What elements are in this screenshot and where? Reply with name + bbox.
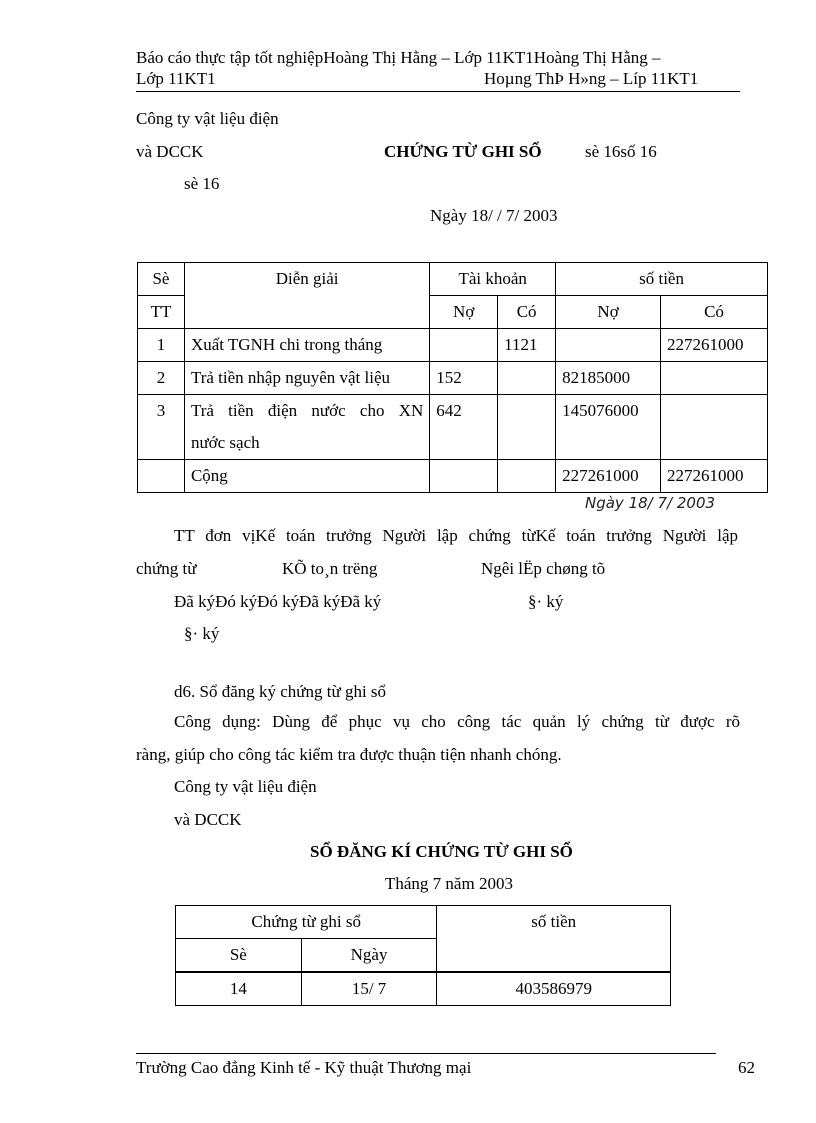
section-paragraph-line-2: ràng, giúp cho công tác kiểm tra được thuận tiện nhanh chóng. xyxy=(136,745,562,764)
header-account-debit: Nợ xyxy=(430,296,498,329)
row-stt: 2 xyxy=(138,362,185,395)
row-stt: 3 xyxy=(138,395,185,460)
voucher-number: sè 16số 16 xyxy=(585,142,657,161)
row-description xyxy=(184,395,429,460)
register-row-date: 15/ 7 xyxy=(301,972,437,1006)
row-amount-debit: 145076000 xyxy=(556,395,661,460)
total-account-debit-empty xyxy=(430,460,498,493)
signature-roles-line-2a: chứng từ xyxy=(136,559,197,578)
register-company-name: Công ty vật liệu điện xyxy=(174,777,317,796)
register-row-number: 14 xyxy=(176,972,302,1006)
row-account-credit xyxy=(498,395,556,460)
voucher-number-wrap: sè 16 xyxy=(184,174,220,193)
voucher-table xyxy=(137,262,768,493)
register-header-number: Sè xyxy=(176,939,302,973)
row-amount-credit xyxy=(661,362,768,395)
header-account: Tài khoản xyxy=(430,263,556,296)
row-description-line-2: nước sạch xyxy=(190,433,260,452)
row-account-debit xyxy=(430,329,498,362)
total-account-credit-empty xyxy=(498,460,556,493)
register-month: Tháng 7 năm 2003 xyxy=(385,874,513,893)
register-header-amount: số tiền xyxy=(437,906,671,973)
company-name-cont: và DCCK xyxy=(136,142,204,161)
voucher-title: CHỨNG TỪ GHI SỔ xyxy=(384,142,542,161)
table-row xyxy=(138,362,768,395)
table-row xyxy=(138,329,768,362)
header-line-2-right: Hoµng ThÞ H»ng – Líp 11KT1 xyxy=(484,69,699,88)
signature-date: Ngày 18/ 7/ 2003 xyxy=(585,494,716,512)
table-total-row xyxy=(138,460,768,493)
register-header-group: Chứng từ ghi sổ xyxy=(176,906,437,939)
header-amount-credit: Có xyxy=(661,296,768,329)
section-paragraph-line-1: Công dụng: Dùng để phục vụ cho công tác quản lý chứng từ được rõ xyxy=(174,712,740,731)
header-rule xyxy=(136,91,740,92)
total-label: Cộng xyxy=(184,460,429,493)
header-stt-1: Sè xyxy=(138,263,185,296)
header-line-2-left: Lớp 11KT1 xyxy=(136,69,216,88)
register-title: SỔ ĐĂNG KÍ CHỨNG TỪ GHI SỔ xyxy=(310,842,573,861)
row-description-line-1: Trả tiền điện nước cho XN xyxy=(190,401,424,420)
table-row xyxy=(176,972,671,1006)
register-table xyxy=(175,905,671,1006)
signature-roles-line-2b: KÕ to¸n trëng xyxy=(282,559,378,578)
register-company-name-cont: và DCCK xyxy=(174,810,242,829)
signature-status-line-2: §· ký xyxy=(184,624,220,643)
table-header-row xyxy=(138,263,768,296)
register-row-amount: 403586979 xyxy=(437,972,671,1006)
row-amount-debit xyxy=(556,329,661,362)
section-heading: d6. Sổ đăng ký chứng từ ghi sổ xyxy=(174,682,387,701)
row-account-credit: 1121 xyxy=(498,329,556,362)
signature-roles-line-2c: Ngêi lËp chøng tõ xyxy=(481,559,606,578)
row-description: Xuất TGNH chi trong tháng xyxy=(184,329,429,362)
row-stt: 1 xyxy=(138,329,185,362)
total-amount-debit: 227261000 xyxy=(556,460,661,493)
row-account-credit xyxy=(498,362,556,395)
table-row xyxy=(138,395,768,460)
total-amount-credit: 227261000 xyxy=(661,460,768,493)
row-description: Trả tiền nhập nguyên vật liệu xyxy=(184,362,429,395)
footer-rule xyxy=(136,1053,716,1054)
signature-status-line-1a: Đã kýĐó kýĐó kýĐã kýĐã ký xyxy=(174,592,382,611)
company-name: Công ty vật liệu điện xyxy=(136,109,279,128)
voucher-date: Ngày 18/ / 7/ 2003 xyxy=(430,206,558,225)
register-header-row xyxy=(176,906,671,939)
signature-status-line-1b: §· ký xyxy=(528,592,564,611)
header-amount: số tiền xyxy=(556,263,768,296)
row-amount-debit: 82185000 xyxy=(556,362,661,395)
footer-school: Trường Cao đẳng Kinh tế - Kỹ thuật Thương mại xyxy=(136,1058,472,1077)
header-account-credit: Có xyxy=(498,296,556,329)
signature-roles-line-1: TT đơn vịKế toán trưởng Người lập chứng từKế toán trưởng Người lập xyxy=(174,526,738,545)
header-amount-debit: Nợ xyxy=(556,296,661,329)
header-line-1: Báo cáo thực tập tốt nghiệpHoàng Thị Hằng – Lớp 11KT1Hoàng Thị Hằng – xyxy=(136,48,661,67)
row-amount-credit: 227261000 xyxy=(661,329,768,362)
row-account-debit: 642 xyxy=(430,395,498,460)
header-stt-2: TT xyxy=(138,296,185,329)
header-description: Diễn giải xyxy=(184,263,429,329)
register-header-date: Ngày xyxy=(301,939,437,973)
row-amount-credit xyxy=(661,395,768,460)
total-stt-empty xyxy=(138,460,185,493)
row-account-debit: 152 xyxy=(430,362,498,395)
page-number: 62 xyxy=(738,1058,755,1077)
